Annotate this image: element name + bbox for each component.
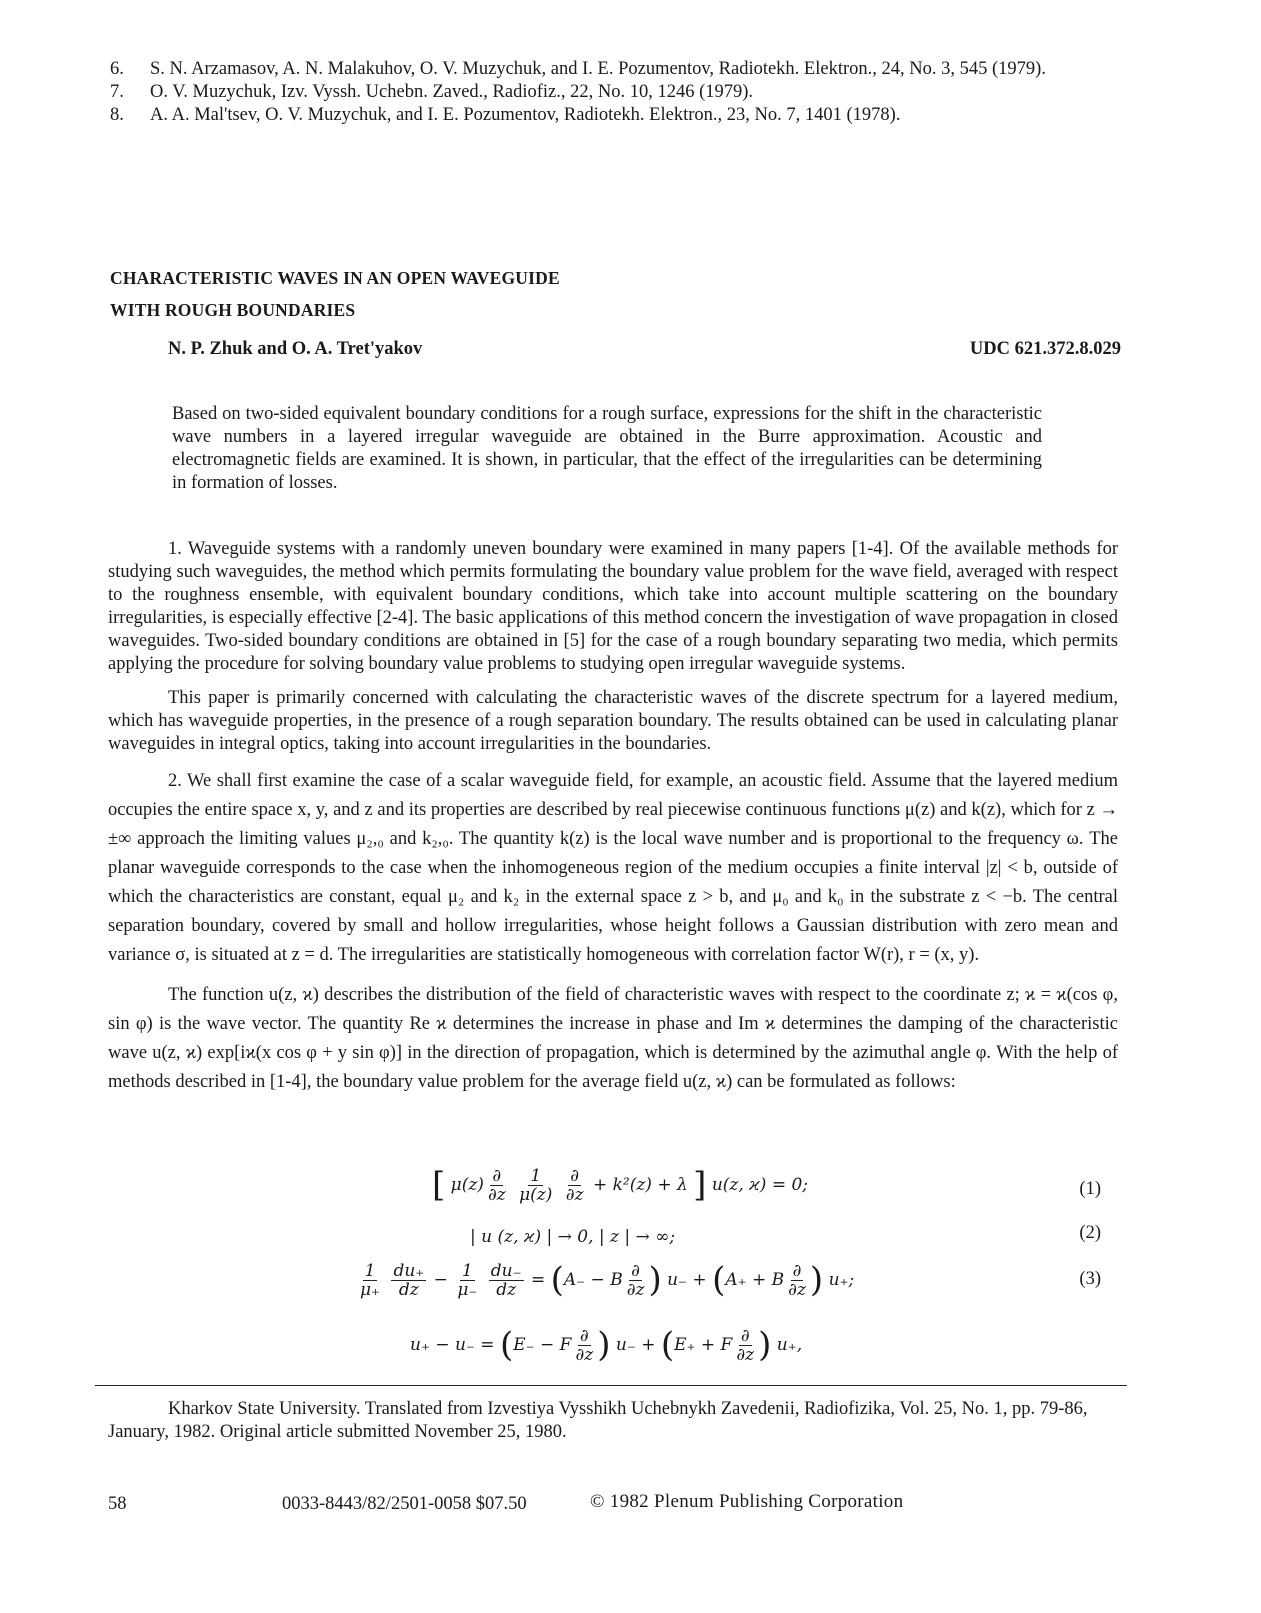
equation-2: | u (z, ϰ) | → 0, | z | → ∞;	[470, 1227, 676, 1247]
copyright: © 1982 Plenum Publishing Corporation	[590, 1491, 904, 1512]
equation-3a: $\frac{1}{\mu_+}$ $\frac{du_+}{dz}$ − $\frac{1}{\mu_-}$ $\frac{du_-}{dz}$ = (A₋ − B $\frac{\partial}{\partial z}$ ) u₋ + (A₊ + B $\frac{\partial}{\partial z}$ ) u₊;	[360, 1260, 855, 1300]
footnote-rule	[95, 1385, 1127, 1386]
abstract: Based on two-sided equivalent boundary conditions for a rough surface, expressions for the shift in the characteristic wave numbers in a layered irregular waveguide are obtained in the Burre approximation. Acoustic and electromagnetic fields are examined. It is shown, in particular, that the effect of the irregularities can be determining in formation of losses.	[172, 404, 1042, 493]
reference-number: 8.	[110, 105, 124, 125]
reference-number: 6.	[110, 59, 124, 79]
equation-3-number: (3)	[1079, 1269, 1101, 1289]
reference-text: A. A. Mal'tsev, O. V. Muzychuk, and I. E. Pozumentov, Radiotekh. Elektron., 23, No. 7, 1401 (1978).	[150, 105, 901, 125]
udc-code: UDC 621.372.8.029	[969, 339, 1121, 359]
article-authors: N. P. Zhuk and O. A. Tret'yakov	[168, 339, 423, 359]
reference-item	[110, 58, 1130, 81]
reference-item	[110, 81, 1130, 104]
page-number: 58	[108, 1494, 127, 1514]
title-line-2: WITH ROUGH BOUNDARIES	[110, 300, 356, 320]
article-title	[110, 262, 560, 326]
equation-3b: u₊ − u₋ = (E₋ − F $\frac{\partial}{\partial z}$ ) u₋ + (E₊ + F $\frac{\partial}{\partial z}$ ) u₊,	[410, 1325, 803, 1365]
reference-item	[110, 104, 1130, 127]
article-body	[108, 538, 1118, 1108]
paragraph-2: This paper is primarily concerned with calculating the characteristic waves of the discrete spectrum for a layered medium, which has waveguide properties, in the presence of a rough separation boundary. The results obtained can be used in calculating planar waveguides in integral optics, taking into account irregularities in the boundaries.	[108, 688, 1118, 754]
equation-1: [ μ(z) $\frac{\partial}{\partial z}$ $\frac{1}{\mu(z)}$ $\frac{\partial}{\partial z}$ + k²(z) + λ ] u(z, ϰ) = 0;	[432, 1165, 809, 1205]
reference-text: S. N. Arzamasov, A. N. Malakuhov, O. V. Muzychuk, and I. E. Pozumentov, Radiotekh. Elektron., 24, No. 3, 545 (1979).	[150, 59, 1046, 79]
paragraph-4: The function u(z, ϰ) describes the distribution of the field of characteristic waves with respect to the coordinate z; ϰ = ϰ(cos φ, sin φ) is the wave vector. The quantity Re ϰ determines the increase in phase and Im ϰ determines the damping of the characteristic wave u(z, ϰ) exp[iϰ(x cos φ + y sin φ)] in the direction of propagation, which is determined by the azimuthal angle φ. With the help of methods described in [1-4], the boundary value problem for the average field u(z, ϰ) can be formulated as follows:	[108, 985, 1118, 1092]
paragraph-1: 1. Waveguide systems with a randomly uneven boundary were examined in many papers [1-4]. Of the available methods for studying such waveguides, the method which permits formulating the boundary value problem for the wave field, averaged with respect to the roughness ensemble, with equivalent boundary conditions, which take into account multiple scattering on the boundary irregularities, is especially effective [2-4]. The basic applications of this method concern the investigation of wave propagation in closed waveguides. Two-sided boundary conditions are obtained in [5] for the case of a rough boundary separating two media, which permits applying the procedure for solving boundary value problems to studying open irregular waveguide systems.	[108, 539, 1118, 674]
references-list	[110, 58, 1130, 127]
title-line-1: CHARACTERISTIC WAVES IN AN OPEN WAVEGUIDE	[110, 268, 560, 288]
equation-2-number: (2)	[1079, 1223, 1101, 1243]
equation-1-number: (1)	[1079, 1179, 1101, 1199]
affiliation-footnote: Kharkov State University. Translated from Izvestiya Vysshikh Uchebnykh Zavedenii, Radiofizika, Vol. 25, No. 1, pp. 79-86, January, 1982. Original article submitted November 25, 1980.	[108, 1399, 1088, 1442]
reference-number: 7.	[110, 82, 124, 102]
reference-text: O. V. Muzychuk, Izv. Vyssh. Uchebn. Zaved., Radiofiz., 22, No. 10, 1246 (1979).	[150, 82, 754, 102]
paragraph-3: 2. We shall first examine the case of a scalar waveguide field, for example, an acoustic field. Assume that the layered medium occupies the entire space x, y, and z and its properties are described by real piecewise continuous functions μ(z) and k(z), which for z → ±∞ approach the limiting values μ₂,₀ and k₂,₀. The quantity k(z) is the local wave number and is proportional to the frequency ω. The planar waveguide corresponds to the case when the inhomogeneous region of the medium occupies a finite interval |z| < b, outside of which the characteristics are constant, equal μ₂ and k₂ in the external space z > b, and μ₀ and k₀ in the substrate z < −b. The central separation boundary, covered by small and hollow irregularities, whose height follows a Gaussian distribution with zero mean and variance σ, is situated at z = d. The irregularities are statistically homogeneous with correlation factor W(r), r = (x, y).	[108, 771, 1118, 965]
issn-code: 0033-8443/82/2501-0058 $07.50	[282, 1494, 527, 1514]
